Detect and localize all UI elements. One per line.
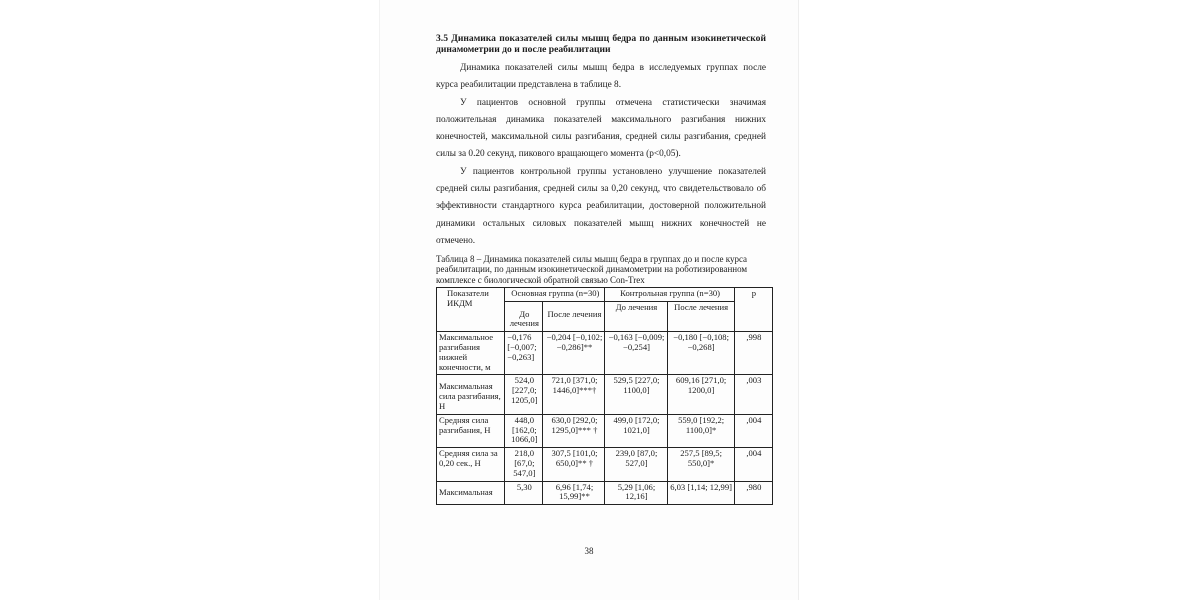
cell-main-after: 721,0 [371,0; 1446,0]***† (543, 375, 605, 414)
table-row (437, 332, 773, 375)
cell-main-after: 6,96 [1,74; 15,99]** (543, 481, 605, 505)
header-ctrl-after: После лечения (667, 301, 734, 332)
data-table (436, 287, 773, 505)
page-content (436, 33, 766, 505)
table-row (437, 414, 773, 447)
cell-main-before: 5,30 (505, 481, 543, 505)
cell-main-before: 448,0 [162,0; 1066,0] (505, 414, 543, 447)
document-page (380, 0, 798, 600)
cell-ctrl-after: 6,03 [1,14; 12,99] (667, 481, 734, 505)
cell-ctrl-after: 559,0 [192,2; 1100,0]* (667, 414, 734, 447)
row-label: Средняя сила разгибания, Н (437, 414, 505, 447)
cell-ctrl-before: −0,163 [−0,009; −0,254] (605, 332, 667, 375)
section-heading: 3.5 Динамика показателей силы мышц бедра по данным изокинетической динамометрии до и после реабилитации (436, 33, 766, 55)
cell-main-after: −0,204 [−0,102; −0,286]** (543, 332, 605, 375)
header-indicator: Показатели ИКДМ (437, 287, 505, 331)
cell-main-before: 524,0 [227,0; 1205,0] (505, 375, 543, 414)
cell-ctrl-after: −0,180 [−0,108; −0,268] (667, 332, 734, 375)
page-number: 38 (584, 546, 594, 556)
cell-ctrl-before: 5,29 [1,06; 12,16] (605, 481, 667, 505)
header-p: p (734, 287, 772, 331)
cell-main-after: 630,0 [292,0; 1295,0]*** † (543, 414, 605, 447)
header-ctrl-before: До лечения (605, 301, 667, 332)
cell-main-before: −0,176 [−0,007; −0,263] (505, 332, 543, 375)
header-main-group: Основная группа (n=30) (505, 287, 605, 301)
row-label: Максимальная (437, 481, 505, 505)
cell-p: ,004 (734, 448, 772, 481)
table-row (437, 448, 773, 481)
row-label: Максимальное разгибания нижней конечности, м (437, 332, 505, 375)
table-caption: Таблица 8 – Динамика показателей силы мышц бедра в группах до и после курса реабилитации, по данным изокинетической динамометрии на роботизированном комплексе с биологической обратной связью Con-Trex (436, 254, 748, 285)
cell-main-before: 218,0 [67,0; 547,0] (505, 448, 543, 481)
paragraph-3: У пациентов контрольной группы установлено улучшение показателей средней силы разгибания, средней силы за 0,20 секунд, что свидетельствовало об эффективности стандартного курса реабилитации, достоверной положительной динамики остальных силовых показателей мышц нижних конечностей не отмечено. (436, 166, 766, 246)
paragraph-1: Динамика показателей силы мышц бедра в исследуемых группах после курса реабилитации представлена в таблице 8. (436, 63, 766, 91)
row-label: Максимальная сила разгибания, Н (437, 375, 505, 414)
cell-p: ,004 (734, 414, 772, 447)
cell-ctrl-after: 609,16 [271,0; 1200,0] (667, 375, 734, 414)
cell-ctrl-before: 239,0 [87,0; 527,0] (605, 448, 667, 481)
cell-ctrl-after: 257,5 [89,5; 550,0]* (667, 448, 734, 481)
cell-p: ,003 (734, 375, 772, 414)
header-main-before: До лечения (505, 301, 543, 332)
row-label: Средняя сила за 0,20 сек., Н (437, 448, 505, 481)
cell-ctrl-before: 499,0 [172,0; 1021,0] (605, 414, 667, 447)
cell-p: ,998 (734, 332, 772, 375)
table-row (437, 481, 773, 505)
header-control-group: Контрольная группа (n=30) (605, 287, 734, 301)
cell-ctrl-before: 529,5 [227,0; 1100,0] (605, 375, 667, 414)
header-main-after: После лечения (543, 301, 605, 332)
cell-main-after: 307,5 [101,0; 650,0]** † (543, 448, 605, 481)
paragraph-2: У пациентов основной группы отмечена статистически значимая положительная динамика показателей максимального разгибания нижних конечностей, максимальной силы разгибания, средней силы разгибания, средней силы за 0.20 секунд, пикового вращающего момента (p<0,05). (436, 97, 766, 160)
cell-p: ,980 (734, 481, 772, 505)
table-row (437, 375, 773, 414)
table-header-row (437, 287, 773, 301)
